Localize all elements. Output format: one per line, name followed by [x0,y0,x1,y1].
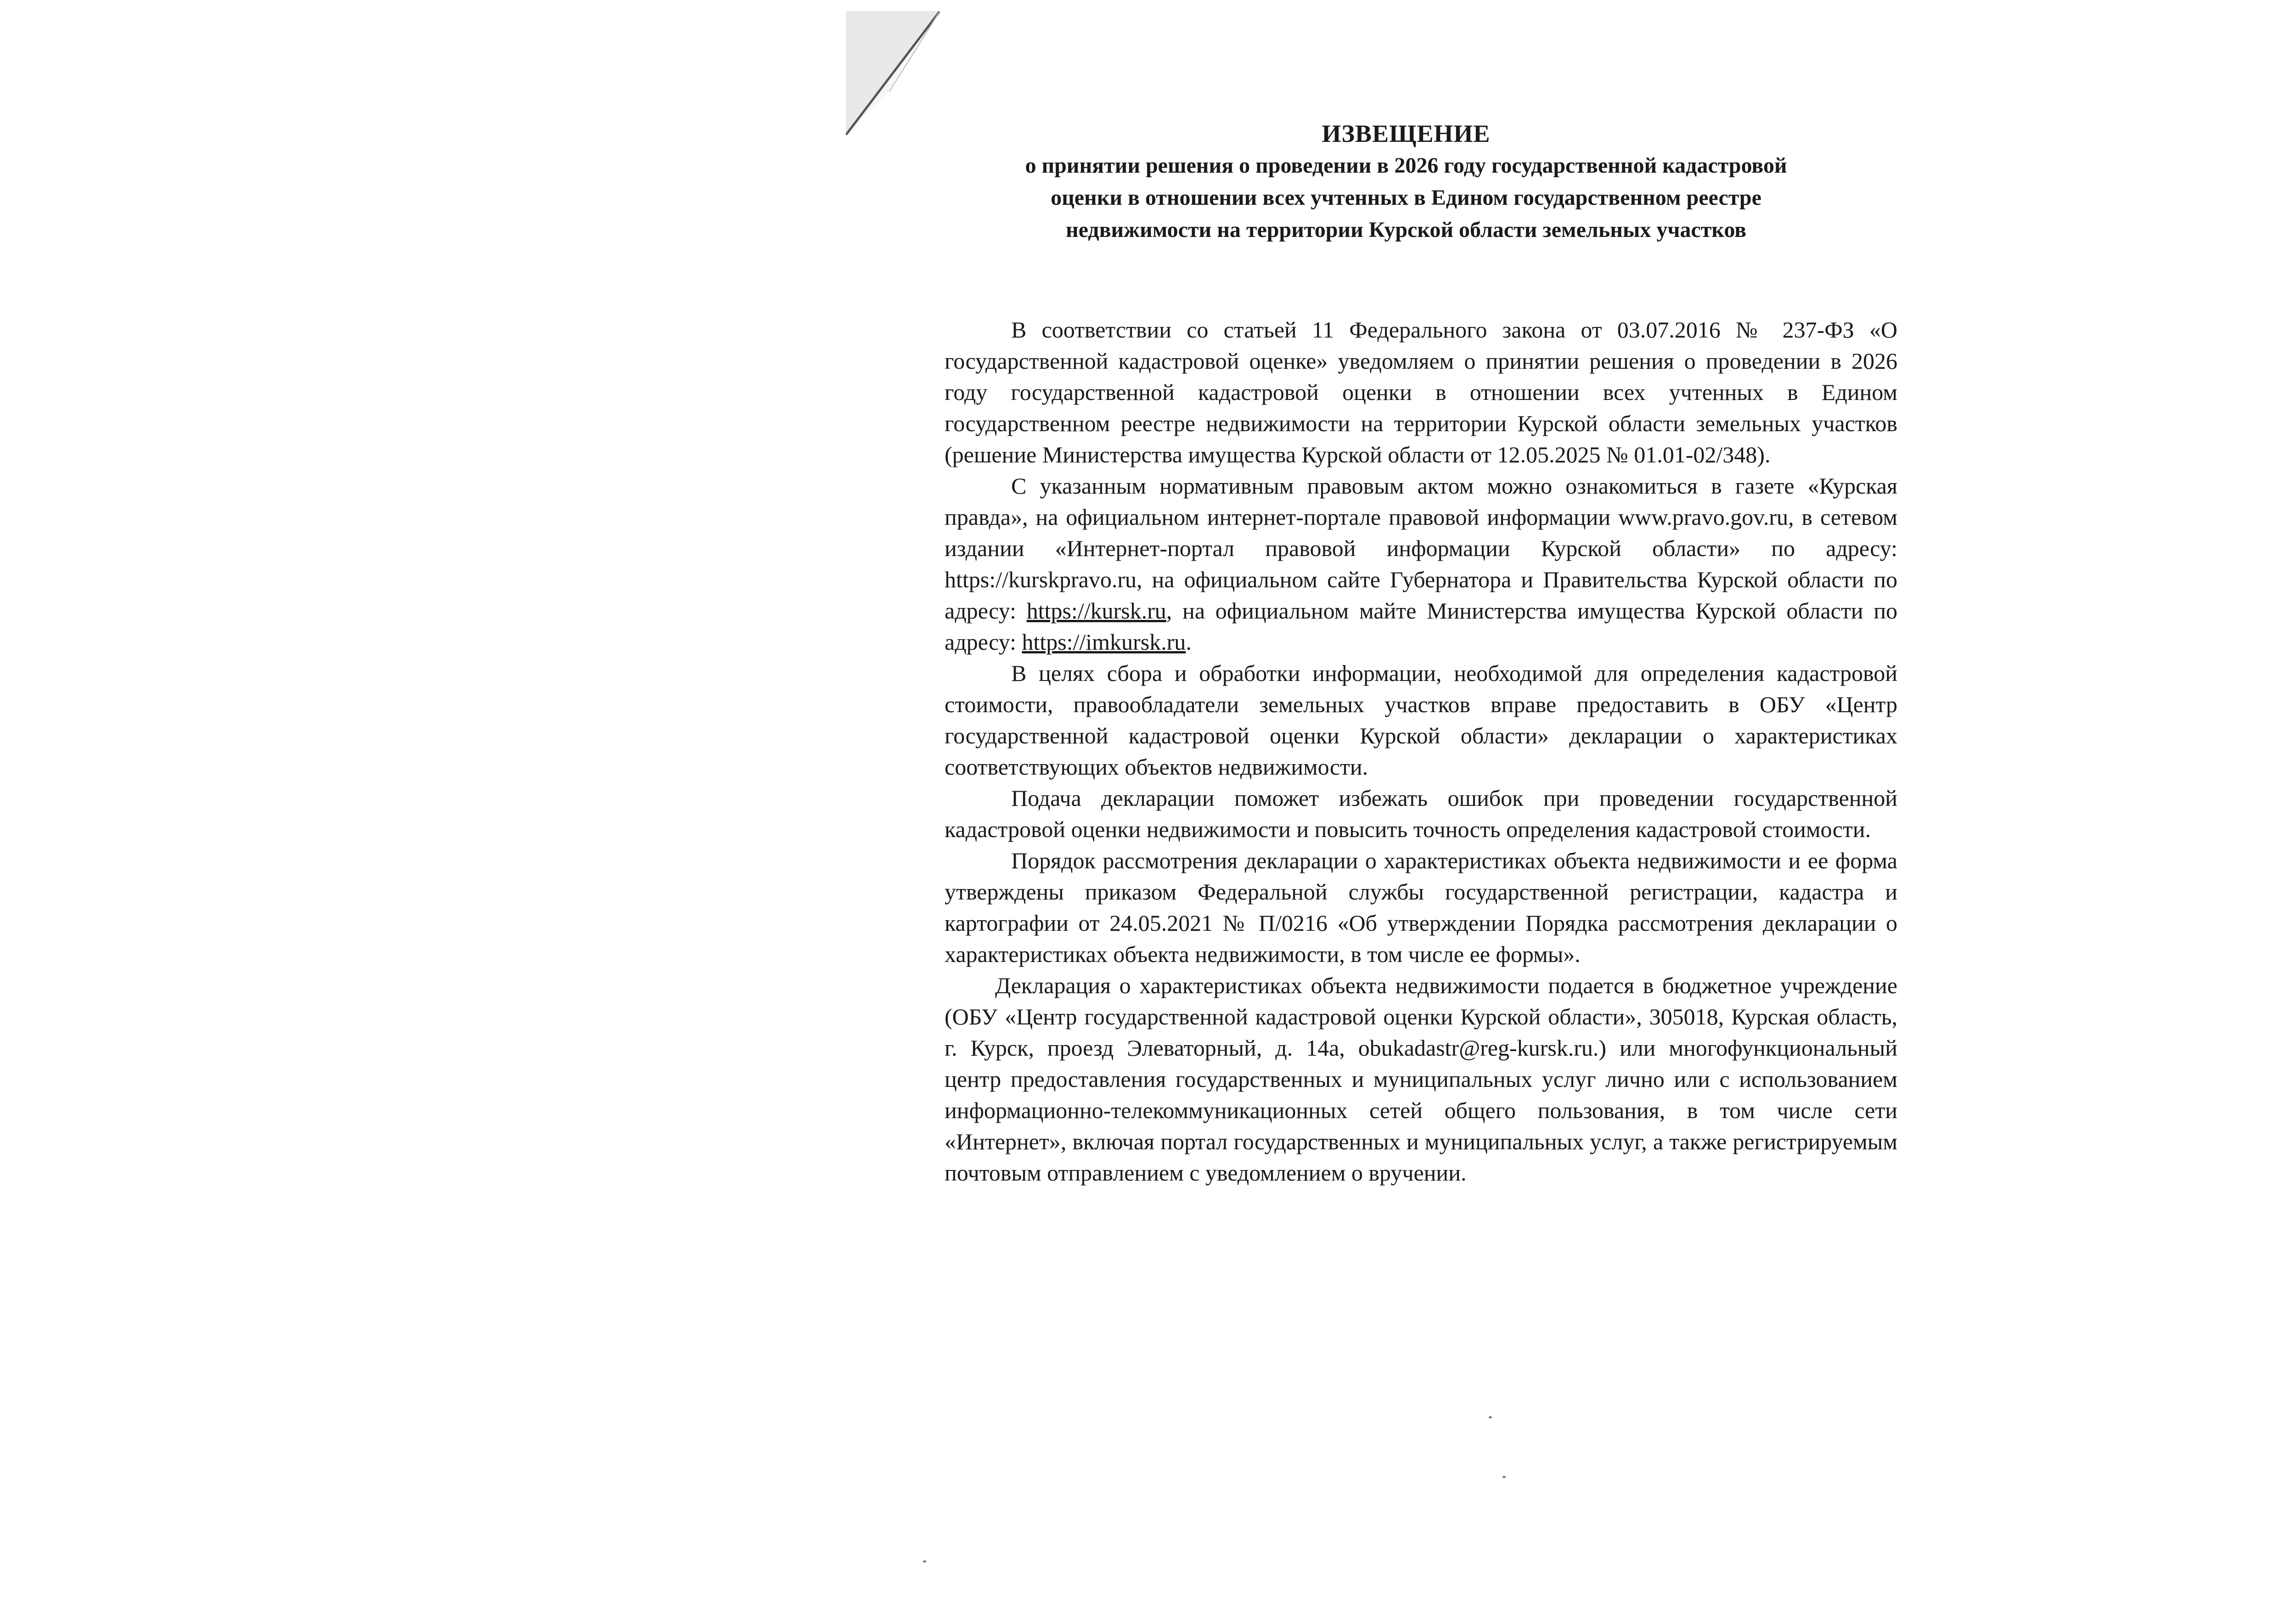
paragraph-where-to-read [945,470,1897,658]
paragraph-declarations: В целях сбора и обработки информации, необходимой для определения кадастровой стоимости, правообладатели земельных участков вправе предоставить в ОБУ «Центр государственной кадастровой оценки Курской области» декларации о характеристиках соответствующих объектов недвижимости. [945,660,1897,780]
scan-speck [923,1560,926,1563]
link-kursk[interactable]: https://kursk.ru [1026,598,1166,624]
notice-body [945,314,1897,1188]
folded-corner-icon [846,11,940,135]
scan-speck [1503,1476,1506,1478]
paragraph-legal-basis: В соответствии со статьей 11 Федерального закона от 03.07.2016 № 237-ФЗ «О государственной кадастровой оценке» уведомляем о принятии решения о проведении в 2026 году государственной кадастровой оценки в отношении всех учтенных в Едином государственном реестре недвижимости на территории Курской области земельных участков (решение Министерства имущества Курской области от 12.05.2025 № 01.01-02/348). [945,317,1897,467]
link-imkursk[interactable]: https://imkursk.ru [1022,629,1186,655]
scan-speck [1489,1416,1492,1418]
paragraph-procedure: Порядок рассмотрения декларации о характеристиках объекта недвижимости и ее форма утверждены приказом Федеральной службы государственной регистрации, кадастра и картографии от 24.05.2021 № П/0216 «Об утверждении Порядка рассмотрения декларации о характеристиках объекта недвижимости, в том числе ее формы». [945,848,1897,967]
scanned-page [846,11,1948,1598]
notice-subtitle: о принятии решения о проведении в 2026 году государственной кадастровой оценки в отношении всех учтенных в Едином государственном реестре недвижимости на территории Курской области земельных участков [1025,153,1787,242]
paragraph-submission: Декларация о характеристиках объекта недвижимости подается в бюджетное учреждение (ОБУ «Центр государственной кадастровой оценки Курской области», 305018, Курская область, г. Курск, проезд Элеваторный, д. 14а, obukadastr@reg-kursk.ru.) или многофункциональный центр предоставления государственных и муниципальных услуг лично или с использованием информационно-телекоммуникационных сетей общего пользования, в том числе сети «Интернет», включая портал государственных и муниципальных услуг, а также регистрируемым почтовым отправлением с уведомлением о вручении. [945,973,1897,1186]
notice-title: ИЗВЕЩЕНИЕ [1322,120,1491,147]
paragraph-text: . [1186,629,1192,655]
paragraph-text: , на официальном майте Министерства имущества Курской области по адресу: [945,598,1898,655]
notice-heading [942,118,1870,246]
paragraph-benefit: Подача декларации поможет избежать ошибок при проведении государственной кадастровой оценки недвижимости и повысить точность определения кадастровой стоимости. [945,785,1897,842]
paragraph-text: С указанным нормативным правовым актом можно ознакомиться в газете «Курская правда», на официальном интернет-портале правовой информации www.pravo.gov.ru, в сетевом издании «Интернет-портал правовой информации Курской области» по адресу: https://kurskpravo.ru, на официальном сайте Губернатора и Правительства Курской области по адресу: [945,473,1897,624]
